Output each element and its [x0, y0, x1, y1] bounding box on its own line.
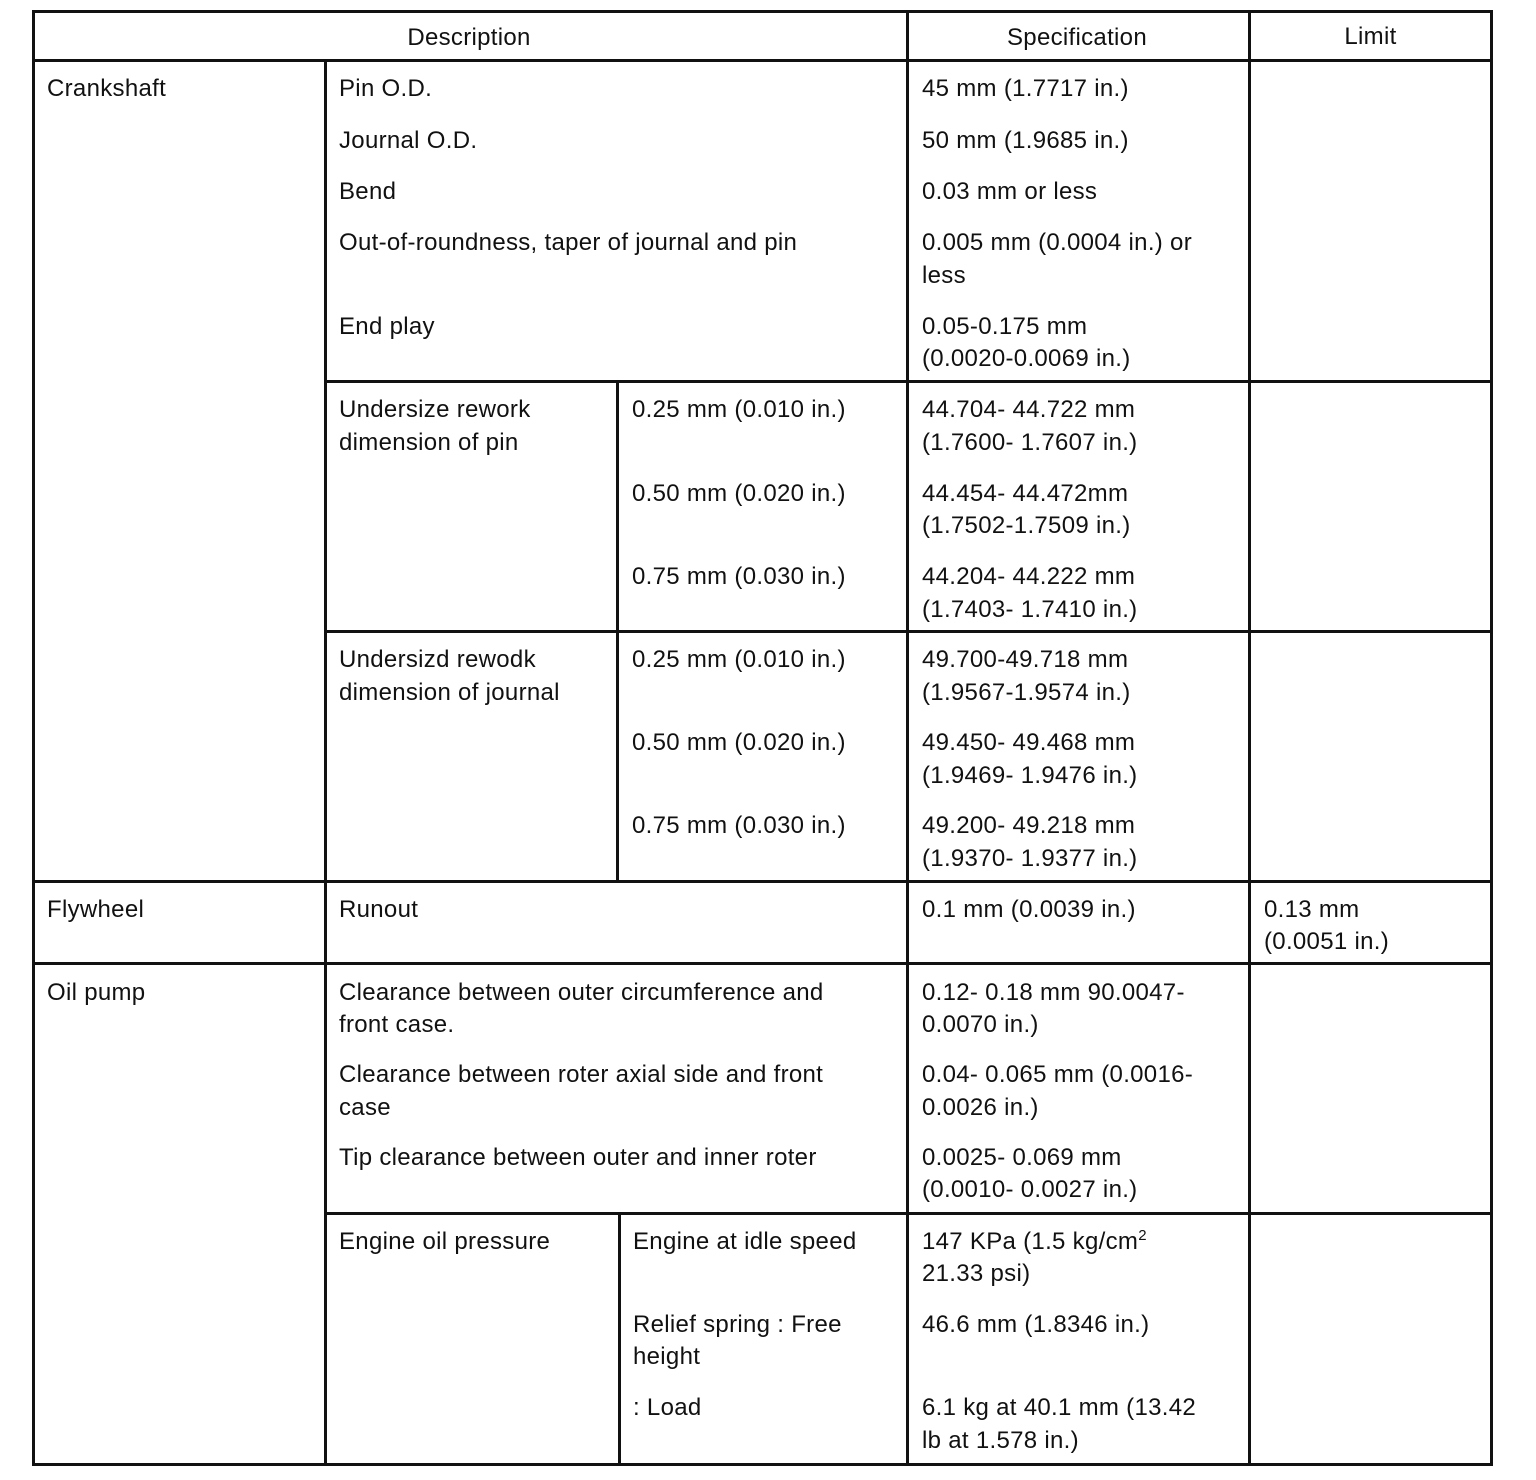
rule-col-spec — [906, 10, 909, 1464]
journal-undersize-spec-3-line1: 49.200- 49.218 mm — [922, 812, 1136, 839]
journal-undersize-size-3: 0.75 mm (0.030 in.) — [632, 812, 846, 839]
rule-header-bottom — [32, 59, 1493, 62]
flywheel-runout-limit-line2: (0.0051 in.) — [1264, 928, 1390, 955]
tip-clearance-desc: Tip clearance between outer and inner roter — [339, 1144, 817, 1171]
tip-clearance-spec-line2: (0.0010- 0.0027 in.) — [922, 1176, 1138, 1203]
pin-undersize-size-3: 0.75 mm (0.030 in.) — [632, 563, 846, 590]
pin-undersize-size-1: 0.25 mm (0.010 in.) — [632, 396, 846, 423]
journal-undersize-spec-1-line1: 49.700-49.718 mm — [922, 646, 1129, 673]
pin-od-spec: 45 mm (1.7717 in.) — [922, 75, 1129, 102]
flywheel-runout-spec: 0.1 mm (0.0039 in.) — [922, 896, 1136, 923]
tip-clearance-spec-line1: 0.0025- 0.069 mm — [922, 1144, 1122, 1171]
relief-free-spec: 46.6 mm (1.8346 in.) — [922, 1311, 1150, 1338]
journal-undersize-spec-2-line2: (1.9469- 1.9476 in.) — [922, 762, 1138, 789]
category-flywheel: Flywheel — [47, 896, 145, 923]
pin-undersize-spec-1-line1: 44.704- 44.722 mm — [922, 396, 1136, 423]
end-play-spec-line1: 0.05-0.175 mm — [922, 313, 1088, 340]
rule-sub-pressure — [618, 1213, 621, 1464]
idle-speed-spec-line2: 21.33 psi) — [922, 1260, 1031, 1287]
relief-free-cond-line1: Relief spring : Free — [633, 1311, 842, 1338]
journal-undersize-spec-3-line2: (1.9370- 1.9377 in.) — [922, 845, 1138, 872]
journal-undersize-label-line2: dimension of journal — [339, 679, 560, 706]
pin-undersize-spec-2-line1: 44.454- 44.472mm — [922, 480, 1129, 507]
rule-journal-undersize-top — [325, 630, 1493, 633]
axial-clearance-spec-line2: 0.0026 in.) — [922, 1094, 1039, 1121]
journal-od-desc: Journal O.D. — [339, 127, 478, 154]
pin-undersize-label-line1: Undersize rework — [339, 396, 531, 423]
relief-load-spec-line1: 6.1 kg at 40.1 mm (13.42 — [922, 1394, 1197, 1421]
idle-speed-cond: Engine at idle speed — [633, 1228, 857, 1255]
category-oil-pump: Oil pump — [47, 979, 146, 1006]
pin-undersize-spec-2-line2: (1.7502-1.7509 in.) — [922, 512, 1131, 539]
header-limit: Limit — [1344, 23, 1397, 50]
out-of-round-spec-line2: less — [922, 262, 966, 289]
journal-undersize-spec-2-line1: 49.450- 49.468 mm — [922, 729, 1136, 756]
pin-undersize-spec-3-line2: (1.7403- 1.7410 in.) — [922, 596, 1138, 623]
end-play-desc: End play — [339, 313, 435, 340]
bend-desc: Bend — [339, 178, 397, 205]
outer-clearance-spec-line1: 0.12- 0.18 mm 90.0047- — [922, 979, 1185, 1006]
journal-undersize-label-line1: Undersizd rewodk — [339, 646, 536, 673]
axial-clearance-desc-line1: Clearance between roter axial side and front — [339, 1061, 824, 1088]
pin-undersize-spec-3-line1: 44.204- 44.222 mm — [922, 563, 1136, 590]
rule-oil-pressure-top — [325, 1212, 1493, 1215]
rule-oil-pump-top — [32, 962, 1493, 965]
flywheel-runout-desc: Runout — [339, 896, 419, 923]
outer-clearance-desc-line1: Clearance between outer circumference and — [339, 979, 824, 1006]
bend-spec: 0.03 mm or less — [922, 178, 1098, 205]
end-play-spec-line2: (0.0020-0.0069 in.) — [922, 345, 1131, 372]
header-description: Description — [407, 24, 531, 51]
relief-load-cond: : Load — [633, 1394, 702, 1421]
out-of-round-desc: Out-of-roundness, taper of journal and pin — [339, 229, 798, 256]
rule-sub-pin — [616, 381, 619, 881]
axial-clearance-spec-line1: 0.04- 0.065 mm (0.0016- — [922, 1061, 1194, 1088]
idle-speed-spec-main: 147 KPa (1.5 kg/cm — [922, 1228, 1139, 1255]
axial-clearance-desc-line2: case — [339, 1094, 391, 1121]
outer-clearance-spec-line2: 0.0070 in.) — [922, 1011, 1039, 1038]
rule-flywheel-top — [32, 880, 1493, 883]
idle-speed-spec-line1 — [922, 1225, 1147, 1258]
journal-undersize-spec-1-line2: (1.9567-1.9574 in.) — [922, 679, 1131, 706]
relief-load-spec-line2: lb at 1.578 in.) — [922, 1427, 1079, 1454]
category-crankshaft: Crankshaft — [47, 75, 167, 102]
pin-od-desc: Pin O.D. — [339, 75, 433, 102]
journal-undersize-size-1: 0.25 mm (0.010 in.) — [632, 646, 846, 673]
pin-undersize-label-line2: dimension of pin — [339, 429, 519, 456]
journal-od-spec: 50 mm (1.9685 in.) — [922, 127, 1129, 154]
journal-undersize-size-2: 0.50 mm (0.020 in.) — [632, 729, 846, 756]
relief-free-cond-line2: height — [633, 1343, 701, 1370]
header-specification: Specification — [1007, 24, 1147, 51]
pin-undersize-spec-1-line2: (1.7600- 1.7607 in.) — [922, 429, 1138, 456]
outer-clearance-desc-line2: front case. — [339, 1011, 455, 1038]
out-of-round-spec-line1: 0.005 mm (0.0004 in.) or — [922, 229, 1192, 256]
rule-col-limit — [1248, 10, 1251, 1464]
flywheel-runout-limit-line1: 0.13 mm — [1264, 896, 1360, 923]
rule-col-category — [324, 60, 327, 1464]
pin-undersize-size-2: 0.50 mm (0.020 in.) — [632, 480, 846, 507]
oil-pressure-label: Engine oil pressure — [339, 1228, 551, 1255]
idle-speed-spec-superscript: 2 — [1138, 1227, 1147, 1244]
rule-pin-undersize-top — [325, 380, 1493, 383]
